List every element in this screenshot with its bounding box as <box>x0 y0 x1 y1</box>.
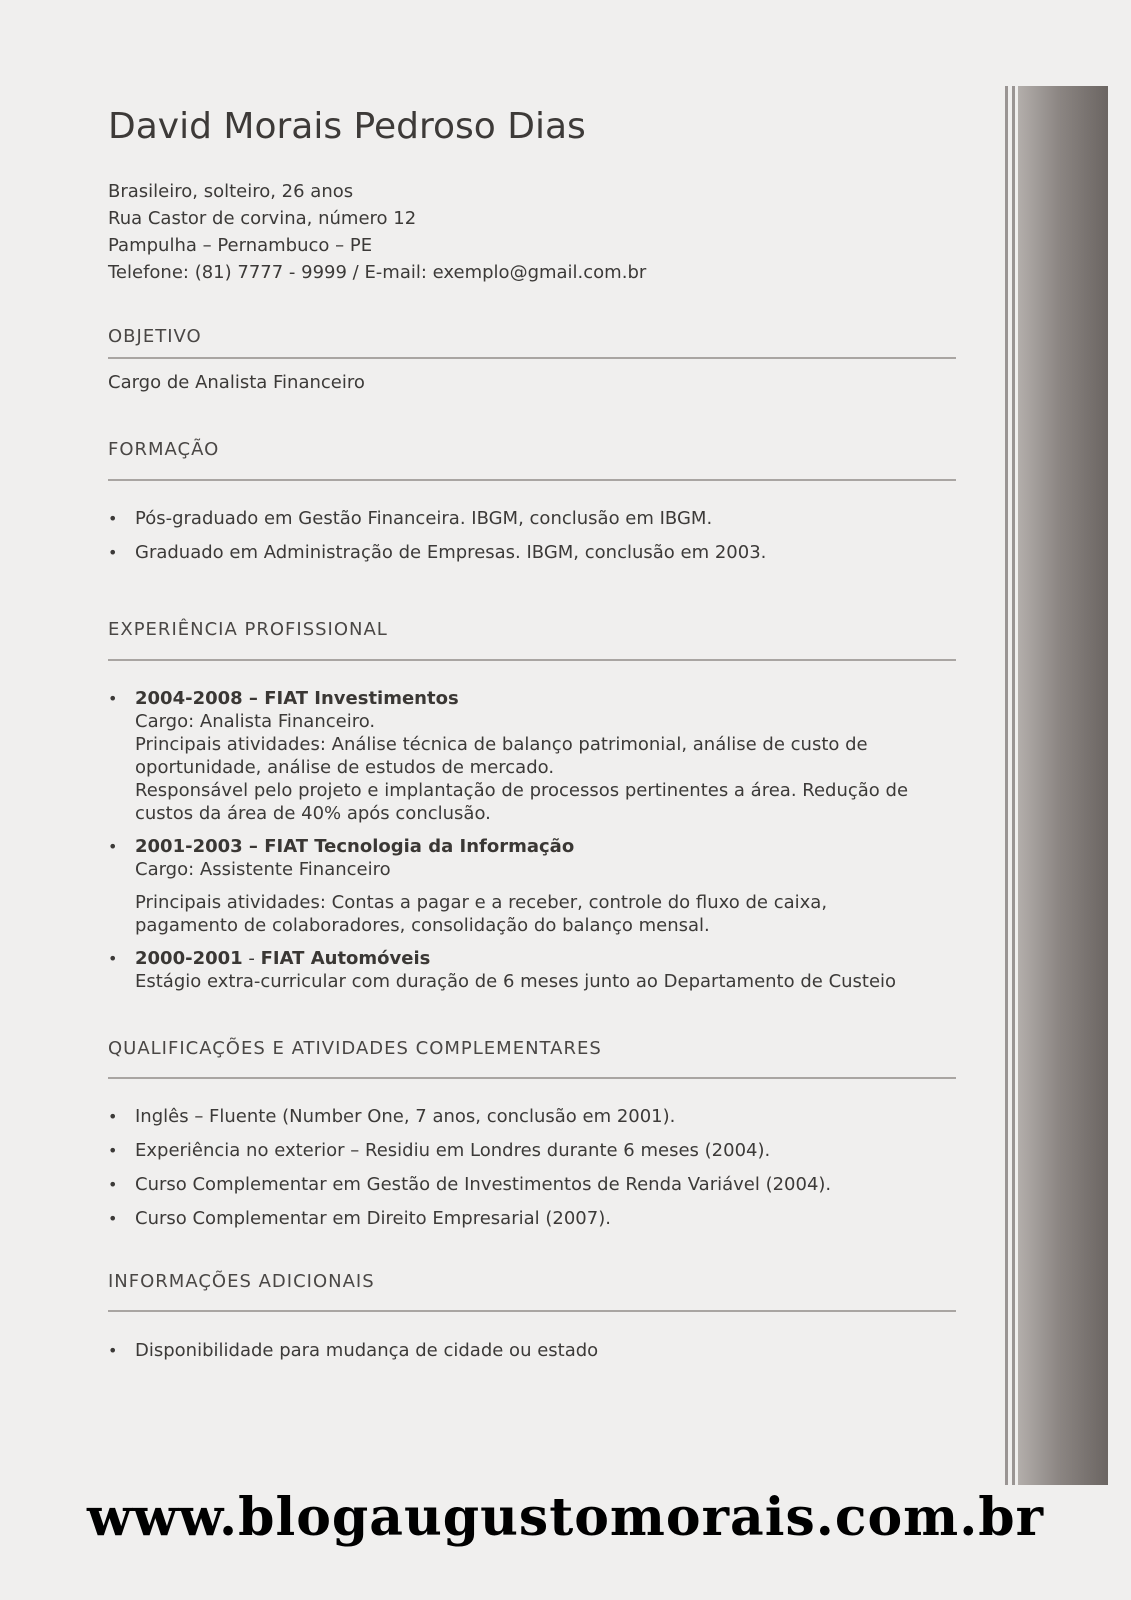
job-entry <box>108 687 908 825</box>
job-title: • 2004-2008 – FIAT Investimentos <box>135 688 459 709</box>
job-detail: Cargo: Assistente Financeiro <box>135 859 391 880</box>
job-detail: Estágio extra-curricular com duração de 6 meses junto ao Departamento de Custeio <box>135 971 897 992</box>
list-item: • Curso Complementar em Direito Empresarial (2007). <box>108 1208 831 1242</box>
address-city: Pampulha – Pernambuco – PE <box>108 235 373 256</box>
job-title: • 2001-2003 – FIAT Tecnologia da Informação <box>135 836 575 857</box>
list-item: • Disponibilidade para mudança de cidade ou estado <box>108 1340 598 1362</box>
job-period: 2000-2001 <box>135 948 243 969</box>
job-detail: Responsável pelo projeto e implantação de processos pertinentes a área. Redução de <box>135 780 909 801</box>
list-item: • Pós-graduado em Gestão Financeira. IBGM, conclusão em IBGM. <box>108 508 766 542</box>
job-title-line <box>135 947 908 970</box>
address-street: Rua Castor de corvina, número 12 <box>108 208 417 229</box>
job-detail: Principais atividades: Contas a pagar e a receber, controle do fluxo de caixa, <box>135 892 828 913</box>
job-entry <box>108 947 908 993</box>
sidebar-gradient-bar <box>1018 86 1108 1485</box>
objective-text: Cargo de Analista Financeiro <box>108 372 365 393</box>
list-item: • Inglês – Fluente (Number One, 7 anos, conclusão em 2001). <box>108 1106 831 1140</box>
section-heading-objetivo: OBJETIVO <box>108 326 202 347</box>
candidate-name: David Morais Pedroso Dias <box>108 106 586 147</box>
job-company: FIAT Automóveis <box>260 948 431 969</box>
list-item: • Graduado em Administração de Empresas. IBGM, conclusão em 2003. <box>108 542 766 576</box>
job-title-separator: - <box>242 948 261 969</box>
job-detail: pagamento de colaboradores, consolidação do balanço mensal. <box>135 915 710 936</box>
contact-info <box>108 178 646 286</box>
blog-watermark: www.blogaugustomorais.com.br <box>86 1487 1045 1548</box>
section-divider <box>108 1310 956 1312</box>
section-divider <box>108 1077 956 1079</box>
experience-list <box>108 687 908 1003</box>
job-entry <box>108 835 908 937</box>
section-divider <box>108 659 956 661</box>
qualifications-list <box>108 1106 831 1242</box>
section-heading-experiencia: EXPERIÊNCIA PROFISSIONAL <box>108 619 388 640</box>
sidebar-thin-line <box>1005 86 1008 1485</box>
list-item: • Curso Complementar em Gestão de Investimentos de Renda Variável (2004). <box>108 1174 831 1208</box>
section-divider <box>108 357 956 359</box>
section-heading-qualificacoes: QUALIFICAÇÕES E ATIVIDADES COMPLEMENTARES <box>108 1038 602 1059</box>
job-detail: Principais atividades: Análise técnica de balanço patrimonial, análise de custo de <box>135 734 868 755</box>
job-detail: oportunidade, análise de estudos de mercado. <box>135 757 555 778</box>
additional-info-list <box>108 1340 598 1362</box>
job-detail: custos da área de 40% após conclusão. <box>135 803 491 824</box>
job-detail: Cargo: Analista Financeiro. <box>135 711 376 732</box>
personal-info: Brasileiro, solteiro, 26 anos <box>108 181 354 202</box>
section-divider <box>108 479 956 481</box>
sidebar-thin-line <box>1012 86 1015 1485</box>
section-heading-informacoes: INFORMAÇÕES ADICIONAIS <box>108 1271 375 1292</box>
section-heading-formacao: FORMAÇÃO <box>108 439 220 460</box>
list-item: • Experiência no exterior – Residiu em Londres durante 6 meses (2004). <box>108 1140 831 1174</box>
education-list <box>108 508 766 576</box>
phone-email: Telefone: (81) 7777 - 9999 / E-mail: exemplo@gmail.com.br <box>108 262 647 283</box>
